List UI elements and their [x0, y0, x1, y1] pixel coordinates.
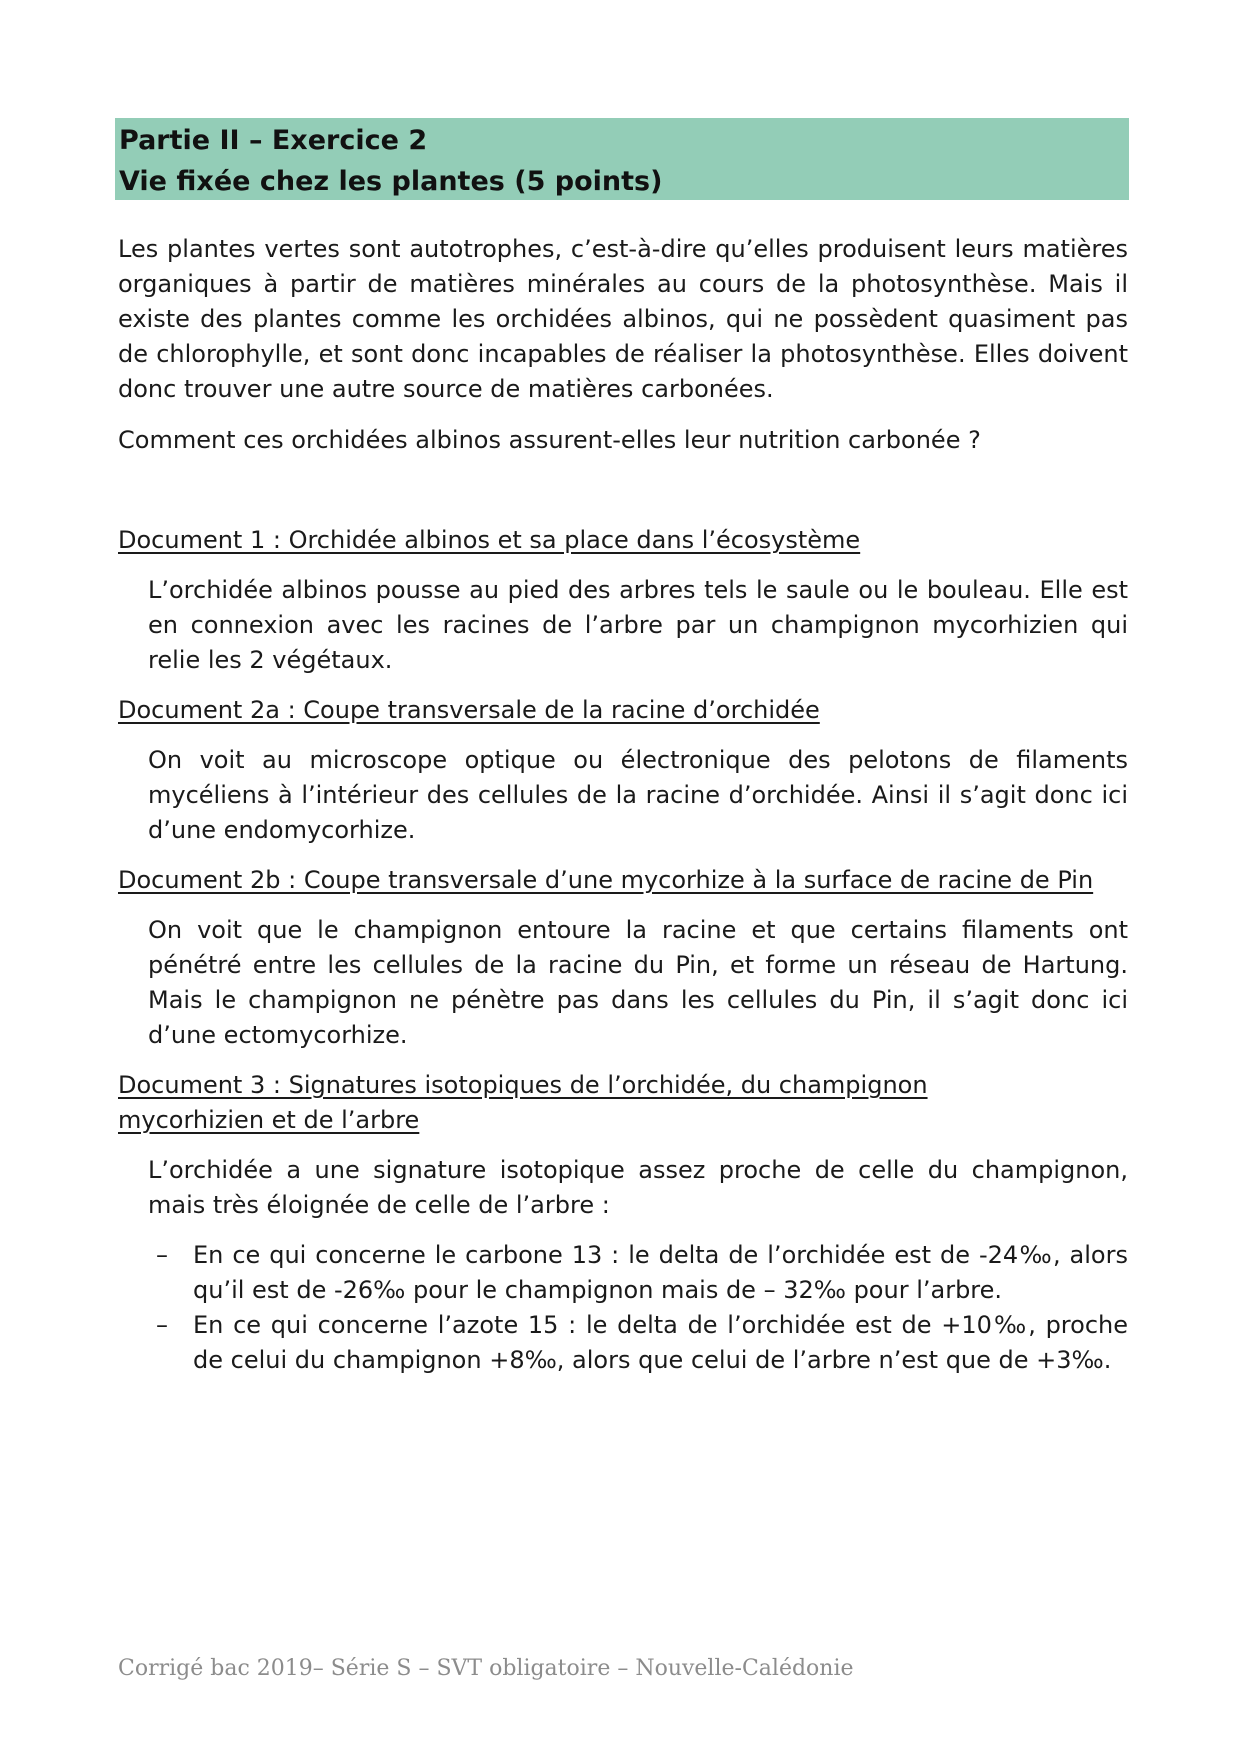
list-item: [148, 1238, 1128, 1308]
problem-question: Comment ces orchidées albinos assurent-elles leur nutrition carbonée ?: [118, 426, 981, 454]
exercise-title-banner: [115, 118, 1129, 200]
isotope-list: [118, 1238, 1128, 1378]
page-footer: Corrigé bac 2019– Série S – SVT obligatoire – Nouvelle-Calédonie: [118, 1656, 854, 1681]
document-1-text: L’orchidée albinos pousse au pied des arbres tels le saule ou le bouleau. Elle est en connexion avec les racines de l’arbre par un champignon mycorhizien qui relie les 2 végétaux.: [148, 576, 1128, 674]
document-2a-text: On voit au microscope optique ou électronique des pelotons de filaments mycéliens à l’intérieur des cellules de la racine d’orchidée. Ainsi il s’agit donc ici d’une endomycorhize.: [148, 746, 1128, 844]
document-3-text: L’orchidée a une signature isotopique assez proche de celle du champignon, mais très éloignée de celle de l’arbre :: [148, 1156, 1128, 1219]
document-2a-heading: Document 2a : Coupe transversale de la racine d’orchidée: [118, 696, 820, 724]
document-3-heading-line1: Document 3 : Signatures isotopiques de l’orchidée, du champignon: [118, 1071, 928, 1099]
document-3-heading-line2: mycorhizien et de l’arbre: [118, 1106, 420, 1134]
intro-paragraph: Les plantes vertes sont autotrophes, c’est-à-dire qu’elles produisent leurs matières organiques à partir de matières minérales au cours de la photosynthèse. Mais il existe des plantes comme les orchidées albinos, qui ne possèdent quasiment pas de chlorophylle, et sont donc incapables de réaliser la photosynthèse. Elles doivent donc trouver une autre source de matières carbonées.: [118, 235, 1128, 403]
document-2b-heading: Document 2b : Coupe transversale d’une mycorhize à la surface de racine de Pin: [118, 866, 1094, 894]
document-1-heading: Document 1 : Orchidée albinos et sa place dans l’écosystème: [118, 526, 861, 554]
list-item: [148, 1308, 1128, 1378]
exercise-part-title: Partie II – Exercice 2: [119, 125, 428, 156]
bullet-dash: –: [156, 1241, 168, 1269]
exercise-subject-title: Vie fixée chez les plantes (5 points): [119, 166, 663, 197]
document-body: [118, 232, 1128, 1378]
carbon-13-bullet: En ce qui concerne le carbone 13 : le delta de l’orchidée est de -24‰, alors qu’il est de -26‰ pour le champignon mais de – 32‰ pour l’arbre.: [193, 1241, 1128, 1304]
nitrogen-15-bullet: En ce qui concerne l’azote 15 : le delta de l’orchidée est de +10‰, proche de celui du champignon +8‰, alors que celui de l’arbre n’est que de +3‰.: [193, 1311, 1128, 1374]
bullet-dash: –: [156, 1311, 168, 1339]
document-2b-text: On voit que le champignon entoure la racine et que certains filaments ont pénétré entre les cellules de la racine du Pin, et forme un réseau de Hartung. Mais le champignon ne pénètre pas dans les cellules du Pin, il s’agit donc ici d’une ectomycorhize.: [148, 916, 1128, 1049]
document-3-heading: [118, 1068, 1128, 1138]
